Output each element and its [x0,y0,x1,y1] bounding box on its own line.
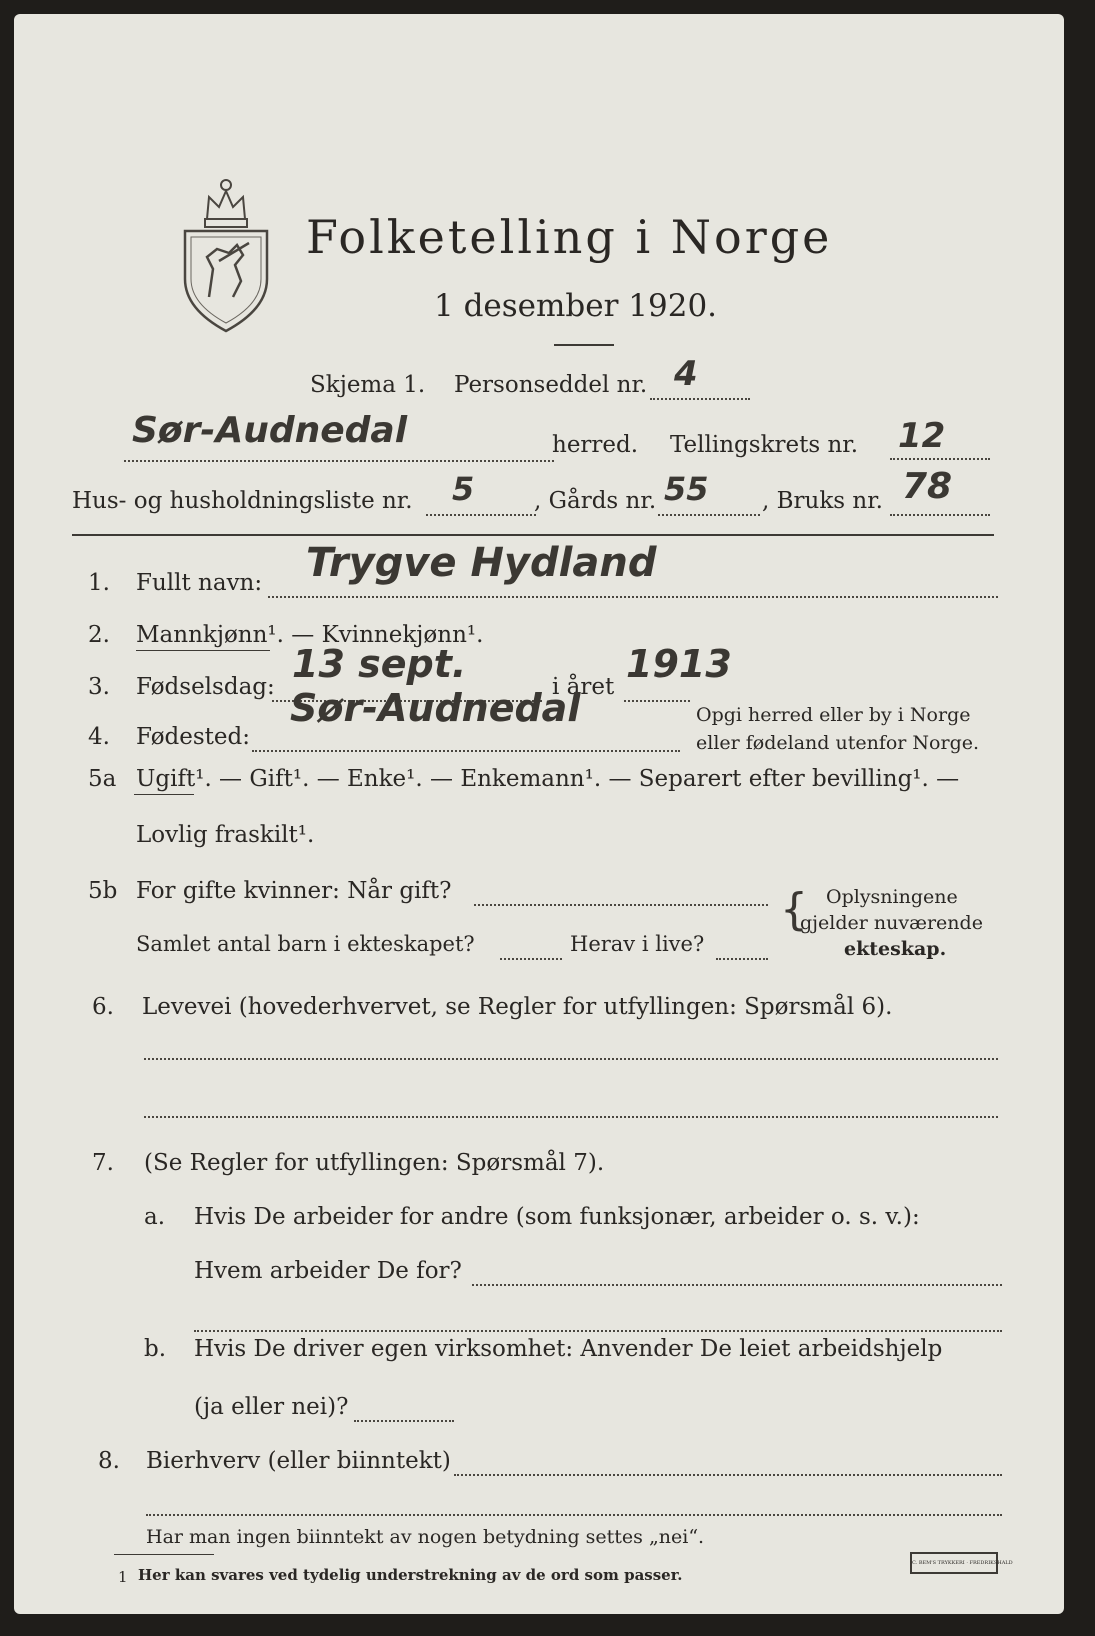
q3-label: Fødselsdag: [136,674,275,700]
q7a-letter: a. [144,1204,166,1230]
footnote-text: Her kan svares ved tydelig understrekning av de ord som passer. [138,1566,683,1584]
q5b-note-1: Oplysningene [826,886,958,908]
bruks-value: 78 [902,466,953,507]
q3-number: 3. [88,674,110,700]
gards-line [658,514,760,516]
q7b-line [354,1420,454,1422]
q1-label: Fullt navn: [136,570,263,596]
biinntekt-note: Har man ingen biinntekt av nogen betydning settes „nei“. [146,1526,705,1548]
q3-year-value: 1913 [626,642,732,686]
tellingskrets-label: Tellingskrets nr. [670,432,859,458]
q5b-label-3: Herav i live? [570,932,705,956]
q4-note-line-1: Opgi herred eller by i Norge [696,704,971,726]
q7b-label: Hvis De driver egen virksomhet: Anvender De leiet arbeidshjelp [194,1336,943,1362]
q5b-note-3: ekteskap. [844,938,947,960]
herred-value: Sør-Audnedal [132,410,408,451]
hus-value: 5 [452,470,475,508]
q7a-line-2 [194,1330,1002,1332]
q6-label: Levevei (hovederhvervet, se Regler for utfyllingen: Spørsmål 6). [142,994,893,1020]
hus-line [426,514,536,516]
herred-line [124,460,554,462]
q7b-label-2: (ja eller nei)? [194,1394,349,1420]
q5b-number: 5b [88,878,118,904]
q8-line-1 [454,1474,1002,1476]
q7-number: 7. [92,1150,114,1176]
q2-label: Mannkjønn¹. — Kvinnekjønn¹. [136,622,484,648]
form-date: 1 desember 1920. [434,288,718,324]
form-title: Folketelling i Norge [306,210,833,264]
q4-line [252,750,680,752]
q2-underline-mannkjonn [136,650,270,651]
q7-label: (Se Regler for utfyllingen: Spørsmål 7). [144,1150,605,1176]
q1-line [268,596,998,598]
q5b-line-3 [716,958,768,960]
footnote-divider [114,1554,214,1555]
q3-value: 13 sept. [292,642,467,686]
personseddel-label: Personseddel nr. [454,372,648,398]
q5b-label-2: Samlet antal barn i ekteskapet? [136,932,475,956]
census-form-sheet [14,14,1064,1614]
gards-value: 55 [664,470,709,508]
q8-number: 8. [98,1448,120,1474]
norwegian-coat-of-arms-icon [179,169,274,334]
q4-note-line-2: eller fødeland utenfor Norge. [696,732,980,754]
footnote-mark: 1 [118,1568,128,1586]
bruks-line [890,514,990,516]
bruks-label: , Bruks nr. [762,488,883,514]
q4-number: 4. [88,724,110,750]
q5b-line-2 [500,958,562,960]
skjema-label: Skjema 1. [310,372,426,398]
tellingskrets-line [890,458,990,460]
q6-number: 6. [92,994,114,1020]
title-divider [554,344,614,346]
q7b-letter: b. [144,1336,167,1362]
q5b-note-2: gjelder nuværende [800,912,983,934]
tellingskrets-value: 12 [898,416,946,456]
q7a-line-1 [472,1284,1002,1286]
printer-stamp: C. BEM'S TRYKKERI · FREDRIKSHALD [910,1552,998,1574]
personseddel-value: 4 [674,354,698,394]
q1-value: Trygve Hydland [306,540,657,586]
q5b-brace: { [780,884,808,935]
q4-label: Fødested: [136,724,251,750]
q4-value: Sør-Audnedal [290,686,581,730]
q8-label: Bierhverv (eller biinntekt) [146,1448,451,1474]
q5b-line [474,904,768,906]
q5a-label-continued: Lovlig fraskilt¹. [136,822,315,848]
q8-line-2 [146,1514,1002,1516]
personseddel-line [650,398,750,400]
q7a-label: Hvis De arbeider for andre (som funksjonær, arbeider o. s. v.): [194,1204,920,1230]
q3-year-label: i året [552,674,615,700]
q5a-label: Ugift¹. — Gift¹. — Enke¹. — Enkemann¹. — Separert efter bevilling¹. — [136,766,960,792]
q1-number: 1. [88,570,110,596]
gards-label: , Gårds nr. [534,488,657,514]
hus-label: Hus- og husholdningsliste nr. [72,488,413,514]
q7a-label-2: Hvem arbeider De for? [194,1258,462,1284]
q5a-underline-ugift [134,794,194,795]
herred-label: herred. [552,432,639,458]
q2-number: 2. [88,622,110,648]
q5b-label: For gifte kvinner: Når gift? [136,878,452,904]
q3-year-line [624,700,690,702]
header-divider [72,534,994,536]
q5a-number: 5a [88,766,117,792]
q6-line-1 [144,1058,998,1060]
q6-line-2 [144,1116,998,1118]
